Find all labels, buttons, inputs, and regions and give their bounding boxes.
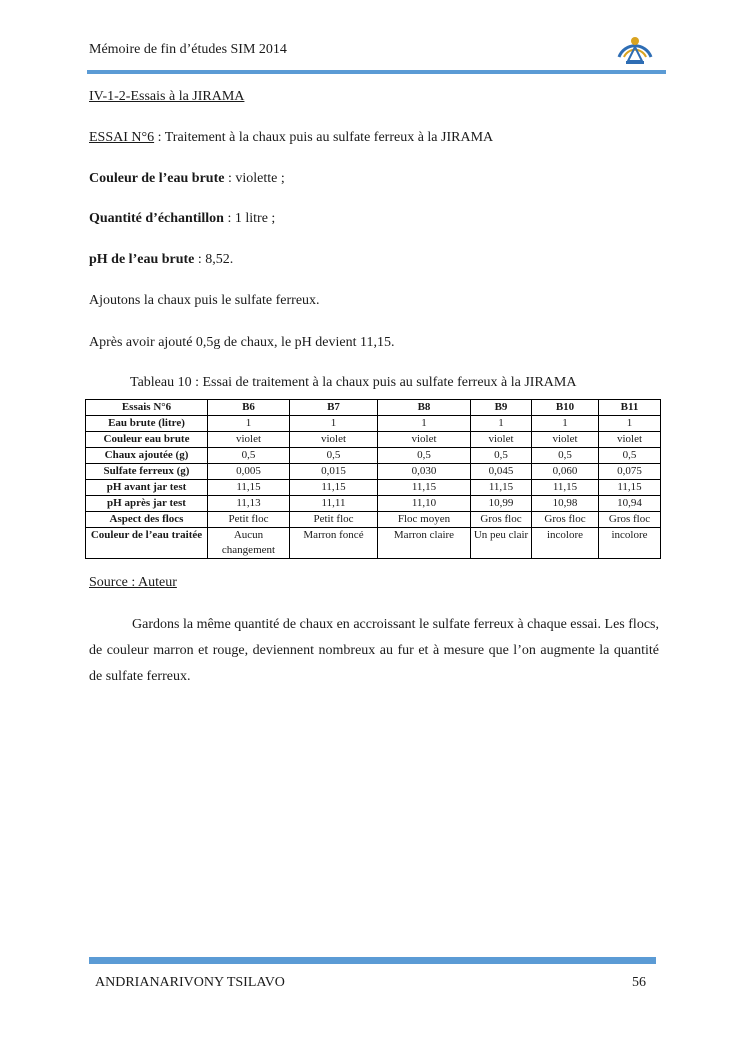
table-row [86,528,661,559]
table-cell: Gros floc [471,512,532,528]
row-header: Sulfate ferreux (g) [86,464,208,480]
row-header: pH avant jar test [86,480,208,496]
table-cell: violet [532,432,599,448]
table-row [86,416,661,432]
table-cell: 10,99 [471,496,532,512]
table-cell: violet [378,432,471,448]
row-header: Chaux ajoutée (g) [86,448,208,464]
section-title: IV-1-2-Essais à la JIRAMA [89,89,245,104]
table-cell: Petit floc [208,512,290,528]
table-header-row [86,400,661,416]
header-title: Mémoire de fin d’études SIM 2014 [89,42,287,57]
header-cell: B6 [208,400,290,416]
table-cell: 11,15 [378,480,471,496]
row-header: Couleur de l’eau traitée [86,528,208,559]
table-cell: 10,94 [599,496,661,512]
header-cell: B11 [599,400,661,416]
footer-author: ANDRIANARIVONY TSILAVO [95,975,285,990]
table-cell: 0,045 [471,464,532,480]
table-cell: Petit floc [290,512,378,528]
table-cell: 0,5 [378,448,471,464]
table-row [86,432,661,448]
field-label: Quantité d’échantillon [89,211,224,226]
field-label: Couleur de l’eau brute [89,171,225,186]
essai-text: : Traitement à la chaux puis au sulfate ferreux à la JIRAMA [154,130,494,145]
table-cell: 11,15 [471,480,532,496]
table-cell: 1 [532,416,599,432]
table-cell: violet [290,432,378,448]
essai-line [89,130,493,146]
page-number: 56 [632,975,646,990]
table-cell: 0,5 [599,448,661,464]
header-cell: B10 [532,400,599,416]
table-cell: incolore [532,528,599,559]
field-value: : violette ; [224,171,285,186]
institution-logo [614,27,656,69]
header-rule [87,70,666,74]
table-row [86,464,661,480]
essai-label: ESSAI N°6 [89,130,155,145]
table-cell: 11,11 [290,496,378,512]
table-cell: Marron claire [378,528,471,559]
table-cell: 1 [378,416,471,432]
table-cell: incolore [599,528,661,559]
table-cell: 11,10 [378,496,471,512]
header-cell: B8 [378,400,471,416]
table-cell: 1 [471,416,532,432]
table-row [86,496,661,512]
table-cell: Gros floc [532,512,599,528]
table-row [86,480,661,496]
field-value: : 1 litre ; [223,211,276,226]
table-cell: 0,005 [208,464,290,480]
field-quantite [89,211,275,227]
results-table [85,399,661,559]
footer-rule [89,957,656,964]
table-cell: 11,13 [208,496,290,512]
table-cell: 11,15 [208,480,290,496]
row-header: Eau brute (litre) [86,416,208,432]
header-cell: B9 [471,400,532,416]
field-couleur [89,171,285,187]
table-cell: violet [208,432,290,448]
table-cell: 10,98 [532,496,599,512]
table-cell: Aucun changement [208,528,290,559]
table-caption: Tableau 10 : Essai de traitement à la chaux puis au sulfate ferreux à la JIRAMA [130,375,577,390]
table-cell: 0,030 [378,464,471,480]
table-cell: 0,5 [208,448,290,464]
table-row [86,512,661,528]
row-header: pH après jar test [86,496,208,512]
table-cell: Gros floc [599,512,661,528]
table-row [86,448,661,464]
table-cell: 0,5 [290,448,378,464]
table-cell: Floc moyen [378,512,471,528]
table-cell: 0,5 [471,448,532,464]
table-cell: 11,15 [599,480,661,496]
row-header: Couleur eau brute [86,432,208,448]
field-label: pH de l’eau brute [89,252,195,267]
sentence: Ajoutons la chaux puis le sulfate ferreux. [89,293,320,308]
table-cell: Un peu clair [471,528,532,559]
table-cell: 1 [290,416,378,432]
table-cell: 11,15 [532,480,599,496]
sentence: Après avoir ajouté 0,5g de chaux, le pH devient 11,15. [89,335,395,350]
field-ph [89,252,233,268]
table-source: Source : Auteur [89,575,177,590]
table-cell: 1 [208,416,290,432]
table-cell: violet [471,432,532,448]
table-cell: 1 [599,416,661,432]
field-value: : 8,52. [194,252,234,267]
table-cell: violet [599,432,661,448]
row-header: Aspect des flocs [86,512,208,528]
header-cell: B7 [290,400,378,416]
table-cell: 0,5 [532,448,599,464]
header-cell: Essais N°6 [86,400,208,416]
table-cell: 0,060 [532,464,599,480]
table-cell: 11,15 [290,480,378,496]
table-cell: 0,015 [290,464,378,480]
body-paragraph: Gardons la même quantité de chaux en accroissant le sulfate ferreux à chaque essai. Les flocs, de couleur marron et rouge, deviennent nombreux au fur et à mesure que l’on augmente la quantité de sulfate ferreux. [89,617,659,684]
table-cell: 0,075 [599,464,661,480]
table-cell: Marron foncé [290,528,378,559]
